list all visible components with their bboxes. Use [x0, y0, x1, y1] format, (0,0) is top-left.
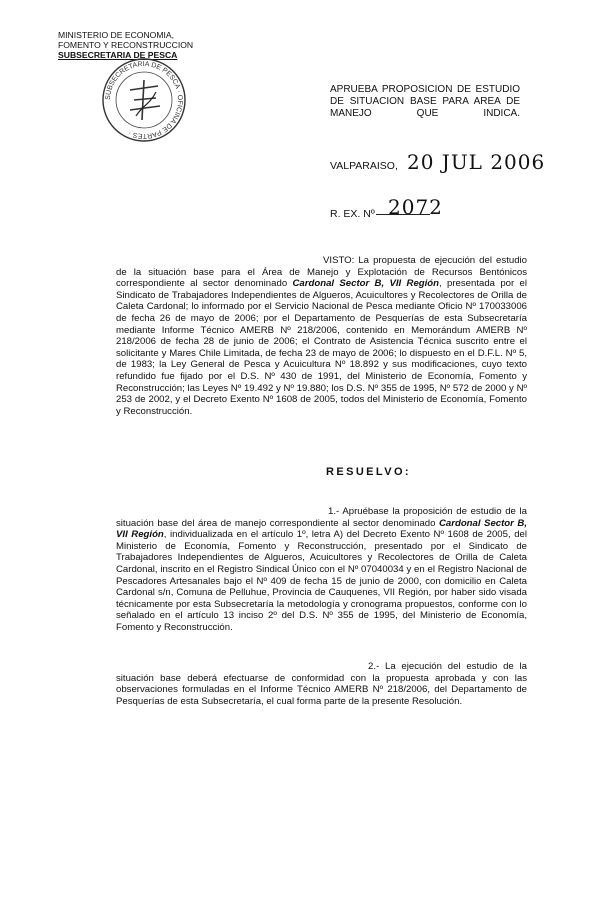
p1-sector: Cardonal Sector B, VII Región — [116, 517, 527, 541]
svg-text:SUBSECRETARIA DE PESCA · OFICI — [105, 61, 183, 139]
visto-lead: VISTO: La propuesta de ejecución del estudio de la situación base para el Área de Manejo y Explotación de Recursos Bentónicos correspondiente al sector denominado — [116, 255, 527, 290]
seal-text: SUBSECRETARIA DE PESCA · OFICINA DE PARTES · — [104, 60, 184, 140]
visto-rest: , presentada por el Sindicato de Trabajadores Independientes de Algueros, Acuicultores y Recolectores de Orilla de Caleta Cardonal; lo informado por el Servicio Nacional de Pesca mediante Oficio Nº 170033006 de fecha 26 de mayo de 2006; por el Departamento de Pesquerías de esta Subsecretaría mediante Informe Técnico AMERB Nº 218/2006, contenido en Memorándum AMERB Nº 218/2006 de fecha 28 de junio de 2006; el Contrato de Asistencia Técnica suscrito entre el solicitante y Mares Chile Limitada, de fecha 23 de mayo de 2006; lo dispuesto en el D.F.L. Nº 5, de 1983; la Ley General de Pesca y Acuicultura Nº 18.892 y sus modificaciones, cuyo texto refundido fue fijado por el D.S. Nº 430 de 1991, del Ministerio de Economía, Fomento y Reconstrucción; las Leyes Nº 19.492 y Nº 19.880; los D.S. Nº 355 de 1995, Nº 572 de 2000 y Nº 253 de 2002, y el Decreto Exento Nº 1608 de 2005, todos del Ministerio de Economía, Fomento y Reconstrucción. — [116, 278, 527, 417]
official-seal-stamp — [100, 56, 188, 144]
visto-paragraph — [116, 255, 527, 417]
resolution-paragraph-2: 2.- La ejecución del estudio de la situación base deberá efectuarse de conformidad con la propuesta aprobada y con las observaciones formuladas en el Informe Técnico AMERB Nº 218/2006, del Departamento de Pesquerías de esta Subsecretaría, el cual forma parte de la presente Resolución. — [116, 661, 527, 707]
resolution-paragraph-1 — [116, 506, 527, 634]
resolution-underline — [376, 214, 430, 215]
document-title: APRUEBA PROPOSICION DE ESTUDIO DE SITUACION BASE PARA AREA DE MANEJO QUE INDICA. — [330, 84, 520, 119]
resolution-label: R. EX. Nº — [330, 208, 375, 220]
ministry-line-1: MINISTERIO DE ECONOMIA, — [58, 30, 175, 40]
resuelvo-heading: RESUELVO: — [326, 466, 411, 478]
ministry-line-3: SUBSECRETARIA DE PESCA — [58, 50, 178, 60]
p1-lead: 1.- Apruébase la proposición de estudio de la situación base del área de manejo correspondiente al sector denominado — [116, 506, 527, 529]
p1-rest: , individualizada en el artículo 1º, letra A) del Decreto Exento Nº 1608 de 2005, del Ministerio de Economía, Fomento y Reconstrucción, presentado por el Sindicato de Trabajadores Independientes de Algueros, Acuicultores y Recolectores de Orilla de Caleta Cardonal, inscrito en el Registro Sindical Único con el Nº 07040034 y en el Registro Nacional de Pescadores Artesanales bajo el Nº 409 de fecha 15 de junio de 2000, con domicilio en Caleta Cardonal s/n, Comuna de Pelluhue, Provincia de Cauquenes, VII Región, por haber sido visada técnicamente por esta Subsecretaría la metodología y cronograma propuestos, conforme con lo señalado en el artículo 13 inciso 2º del D.S. Nº 355 de 1995, del Ministerio de Economía, Fomento y Reconstrucción. — [116, 529, 528, 633]
resolution-number: 2072 — [388, 195, 443, 219]
ministry-line-2: FOMENTO Y RECONSTRUCCION — [58, 40, 194, 50]
visto-sector: Cardonal Sector B, VII Región — [292, 278, 440, 290]
place-label: VALPARAISO, — [330, 160, 398, 172]
date-stamp: 20 JUL 2006 — [407, 150, 546, 174]
